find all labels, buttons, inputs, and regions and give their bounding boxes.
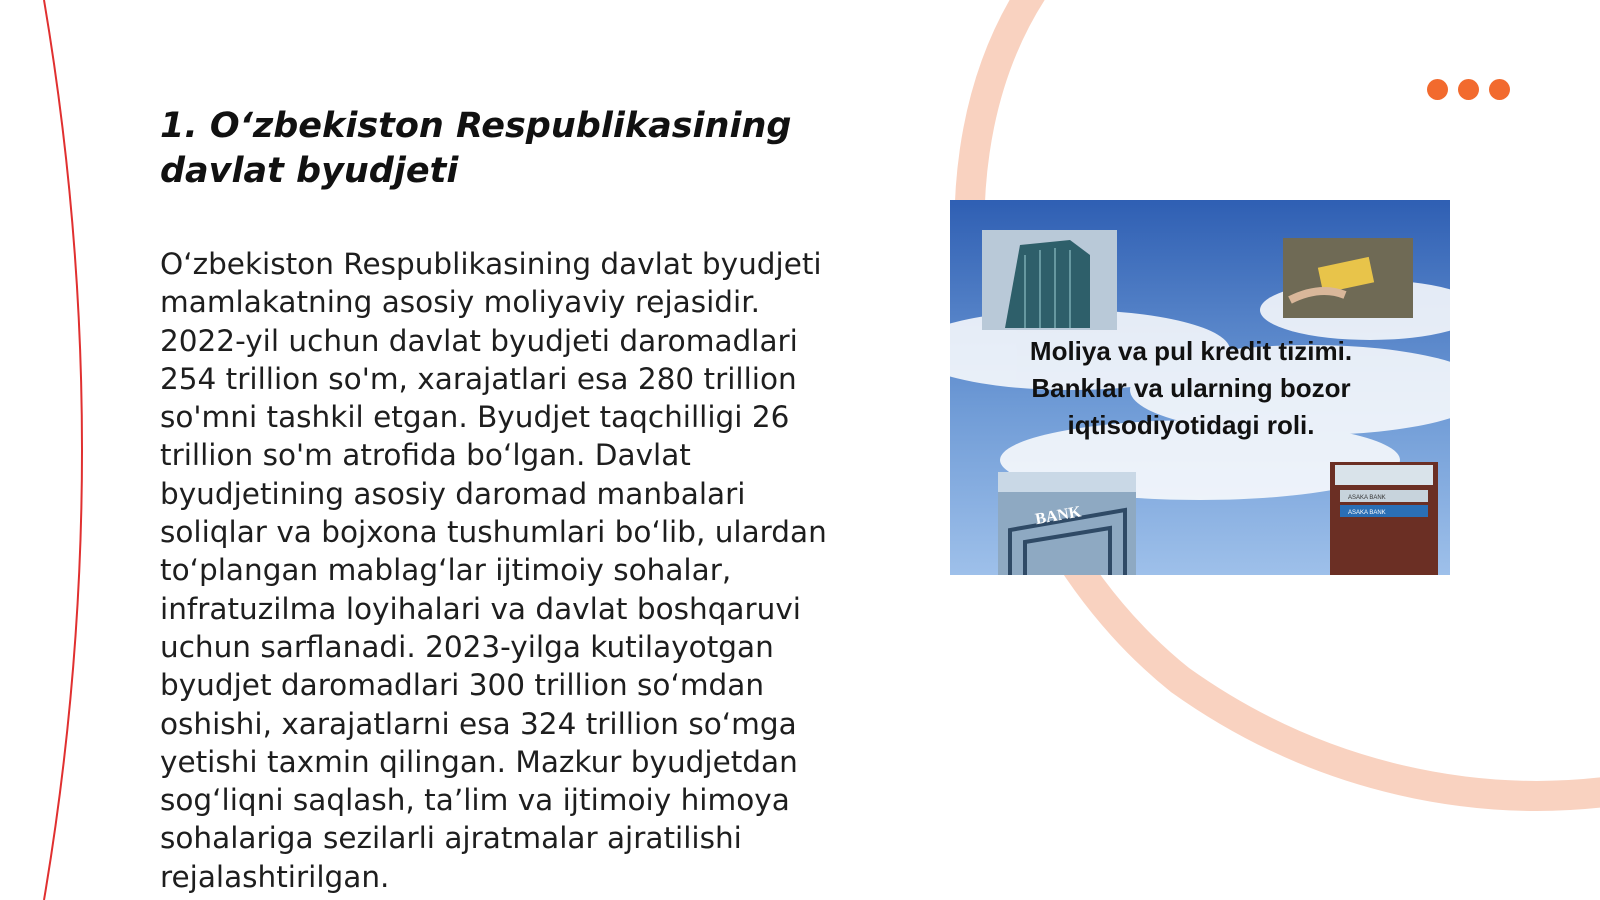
caption-line: Banklar va ularning bozor xyxy=(1031,373,1351,403)
bank-sign-text: BANK xyxy=(1033,503,1083,529)
dot xyxy=(1458,79,1479,100)
wallet-cards-image xyxy=(1330,462,1438,575)
card-label: ASAKA BANK xyxy=(1348,495,1386,501)
illustration-caption xyxy=(950,333,1432,444)
slide-body-text: O‘zbekiston Respublikasining davlat byudjeti mamlakatning asosiy moliyaviy rejasidir. 2022-yil uchun davlat byudjeti daromadlari 254 trillion so'm, xarajatlari esa 280 trillion so'mni tashkil etgan. Byudjet taqchilligi 26 trillion so'm atrofida bo‘lgan. Davlat byudjetining asosiy daromad manbalari soliqlar va bojxona tushumlari bo‘lib, ulardan to‘plangan mablag‘lar ijtimoiy sohalar, infratuzilma loyihalari va davlat boshqaruvi uchun sarflanadi. 2023-yilga kutilayotgan byudjet daromadlari 300 trillion so‘mdan oshishi, xarajatlarni esa 324 trillion so‘mga yetishi taxmin qilingan. Mazkur byudjetdan sog‘liqni saqlash, ta’lim va ijtimoiy himoya sohalariga sezilarli ajratmalar ajratilishi rejalashtirilgan. xyxy=(160,247,827,894)
finance-illustration xyxy=(950,200,1450,575)
three-dots-ornament xyxy=(1427,79,1510,100)
slide-title: 1. O‘zbekiston Respublikasining davlat byudjeti xyxy=(160,106,792,191)
card-label: ASAKA BANK xyxy=(1348,510,1386,516)
dot xyxy=(1427,79,1448,100)
bank-building-image xyxy=(998,472,1136,575)
caption-line: iqtisodiyotidagi roli. xyxy=(1067,410,1315,440)
dot xyxy=(1489,79,1510,100)
caption-line: Moliya va pul kredit tizimi. xyxy=(1029,336,1353,366)
left-accent-line xyxy=(44,0,82,900)
credit-card-hands-image xyxy=(1283,238,1413,318)
office-building-image xyxy=(982,230,1117,330)
